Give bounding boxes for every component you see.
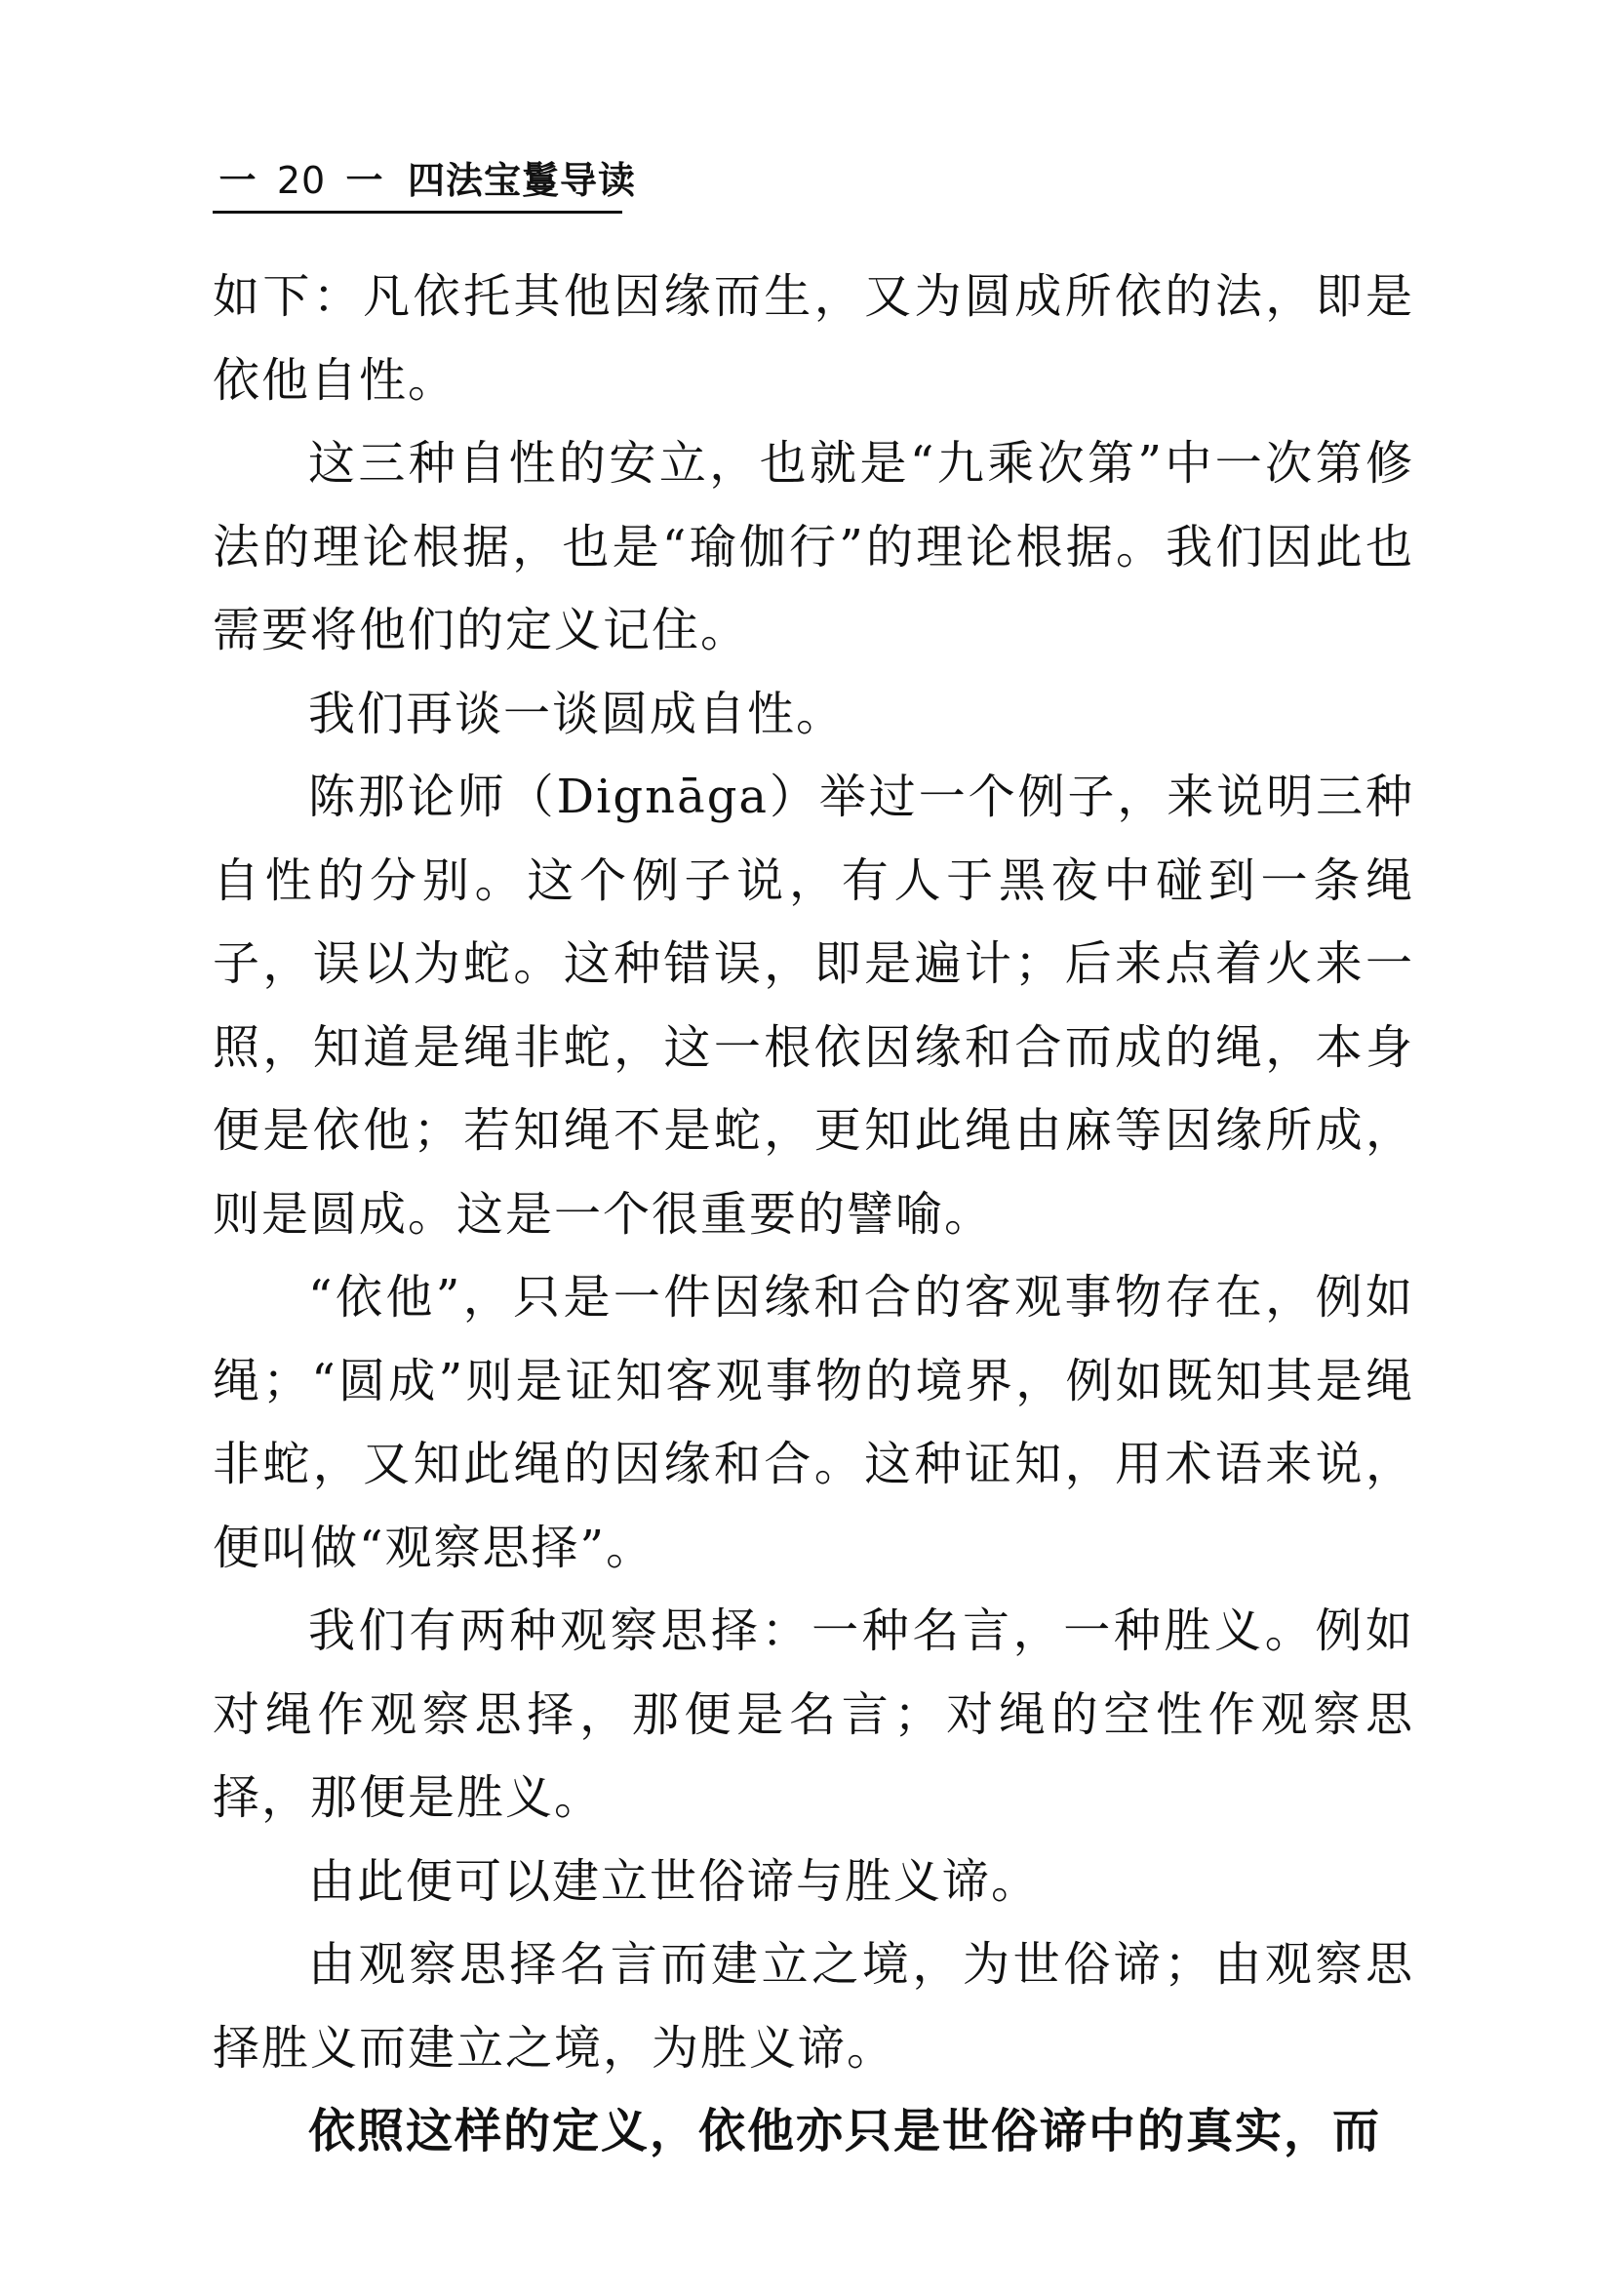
paragraph: “依他”，只是一件因缘和合的客观事物存在，例如绳；“圆成”则是证知客观事物的境界，例如既知其是绳非蛇，又知此绳的因缘和合。这种证知，用术语来说，便叫做“观察思择”。 bbox=[213, 1270, 1414, 1575]
paragraph: 我们再谈一谈圆成自性。 bbox=[308, 686, 846, 741]
paragraph: 这三种自性的安立，也就是“九乘次第”中一次第修法的理论根据，也是“瑜伽行”的理论根据。我们因此也需要将他们的定义记住。 bbox=[213, 436, 1414, 657]
paragraph: 我们有两种观察思择：一种名言，一种胜义。例如对绳作观察思择，那便是名言；对绳的空性作观察思择，那便是胜义。 bbox=[213, 1603, 1414, 1825]
paragraph-bold: 依照这样的定义，依他亦只是世俗谛中的真实，而 bbox=[308, 2104, 1382, 2158]
running-header bbox=[213, 156, 637, 205]
header-dash-left: 一 bbox=[218, 159, 257, 202]
paragraph: 陈那论师（Dignāga）举过一个例子，来说明三种自性的分别。这个例子说，有人于黑夜中碰到一条绳子，误以为蛇。这种错误，即是遍计；后来点着火来一照，知道是绳非蛇，这一根依因缘和合而成的绳，本身便是依他；若知绳不是蛇，更知此绳由麻等因缘所成，则是圆成。这是一个很重要的譬喻。 bbox=[213, 770, 1414, 1242]
page-number: 20 bbox=[276, 159, 327, 202]
header-dash-right: 一 bbox=[345, 159, 384, 202]
paragraph: 由观察思择名言而建立之境，为世俗谛；由观察思择胜义而建立之境，为胜义谛。 bbox=[213, 1937, 1414, 2076]
paragraph: 由此便可以建立世俗谛与胜义谛。 bbox=[308, 1853, 1041, 1909]
header-rule bbox=[213, 211, 622, 214]
body-text bbox=[213, 256, 1414, 2174]
paragraph-continuation: 如下：凡依托其他因缘而生，又为圆成所依的法，即是依他自性。 bbox=[213, 269, 1414, 408]
book-title: 四法宝鬘导读 bbox=[408, 159, 637, 202]
